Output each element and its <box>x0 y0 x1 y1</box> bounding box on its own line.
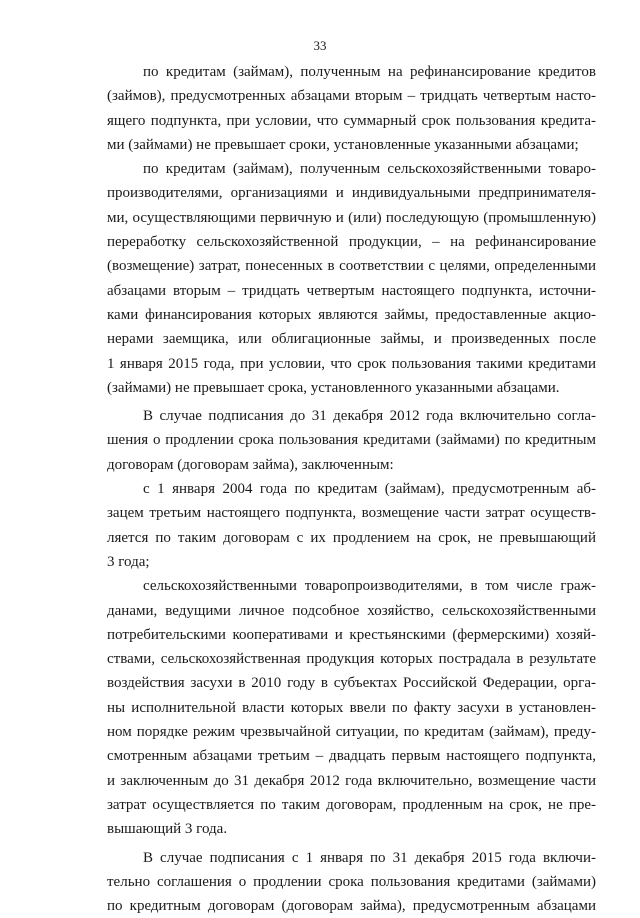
paragraph-line: данами, ведущими личное подсобное хозяйство, сельскохозяйственными <box>107 599 596 623</box>
paragraph-line: 1 января 2015 года, при условии, что срок пользования такими кредитами <box>107 352 596 376</box>
paragraph-line: вышающий 3 года. <box>107 817 596 841</box>
paragraph-line: производителями, организациями и индивидуальными предпринимателя- <box>107 181 596 205</box>
paragraph-line: потребительскими кооперативами и крестьянскими (фермерскими) хозяй- <box>107 623 596 647</box>
paragraph-line: ящего подпункта, при условии, что суммарный срок пользования кредита- <box>107 109 596 133</box>
paragraph-line: сельскохозяйственными товаропроизводителями, в том числе граж- <box>107 574 596 598</box>
paragraph-line: ками финансирования которых являются займы, предоставленные акцио- <box>107 303 596 327</box>
paragraph-line: В случае подписания до 31 декабря 2012 года включительно согла- <box>107 404 596 428</box>
paragraph-line: 3 года; <box>107 550 596 574</box>
paragraph <box>107 846 596 918</box>
paragraph <box>107 157 596 400</box>
paragraph-line: нерами заемщика, или облигационные займы, и произведенных после <box>107 327 596 351</box>
paragraph-line: (возмещение) затрат, понесенных в соответствии с целями, определенными <box>107 254 596 278</box>
paragraph-line: ном порядке режим чрезвычайной ситуации, по кредитам (займам), преду- <box>107 720 596 744</box>
paragraph-line: по кредитным договорам (договорам займа), предусмотренным абзацами <box>107 894 596 918</box>
paragraph-line: смотренным абзацами третьим – двадцать первым настоящего подпункта, <box>107 744 596 768</box>
paragraph <box>107 477 596 574</box>
paragraph-line: шения о продлении срока пользования кредитами (займами) по кредитным <box>107 428 596 452</box>
paragraph-line: воздействия засухи в 2010 году в субъектах Российской Федерации, орга- <box>107 671 596 695</box>
paragraph-line: ми (займами) не превышает сроки, установленные указанными абзацами; <box>107 133 596 157</box>
paragraph-line: с 1 января 2004 года по кредитам (займам), предусмотренным аб- <box>107 477 596 501</box>
paragraph-line: затрат осуществляется по таким договорам, продленным на срок, не пре- <box>107 793 596 817</box>
paragraph-line: В случае подписания с 1 января по 31 декабря 2015 года включи- <box>107 846 596 870</box>
page-number: 33 <box>0 38 640 54</box>
paragraph-line: переработку сельскохозяйственной продукции, – на рефинансирование <box>107 230 596 254</box>
paragraph-line: абзацами вторым – тридцать четвертым настоящего подпункта, источни- <box>107 279 596 303</box>
paragraph-line: по кредитам (займам), полученным сельскохозяйственными товаро- <box>107 157 596 181</box>
paragraph-line: (займами) не превышает срока, установленного указанными абзацами. <box>107 376 596 400</box>
paragraph-line: по кредитам (займам), полученным на рефинансирование кредитов <box>107 60 596 84</box>
paragraph <box>107 60 596 157</box>
paragraph-line: (займов), предусмотренных абзацами вторым – тридцать четвертым насто- <box>107 84 596 108</box>
paragraph-line: зацем третьим настоящего подпункта, возмещение части затрат осуществ- <box>107 501 596 525</box>
paragraph <box>107 404 596 477</box>
paragraph-line: ствами, сельскохозяйственная продукция которых пострадала в результате <box>107 647 596 671</box>
paragraph-line: ны исполнительной власти которых ввели по факту засухи в установлен- <box>107 696 596 720</box>
paragraph-line: тельно соглашения о продлении срока пользования кредитами (займами) <box>107 870 596 894</box>
paragraph-line: договорам (договорам займа), заключенным: <box>107 453 596 477</box>
paragraph-line: и заключенным до 31 декабря 2012 года включительно, возмещение части <box>107 769 596 793</box>
paragraph-line: ляется по таким договорам с их продлением на срок, не превышающий <box>107 526 596 550</box>
paragraph-line: ми, осуществляющими первичную и (или) последующую (промышленную) <box>107 206 596 230</box>
paragraph <box>107 574 596 841</box>
document-body <box>107 60 596 918</box>
